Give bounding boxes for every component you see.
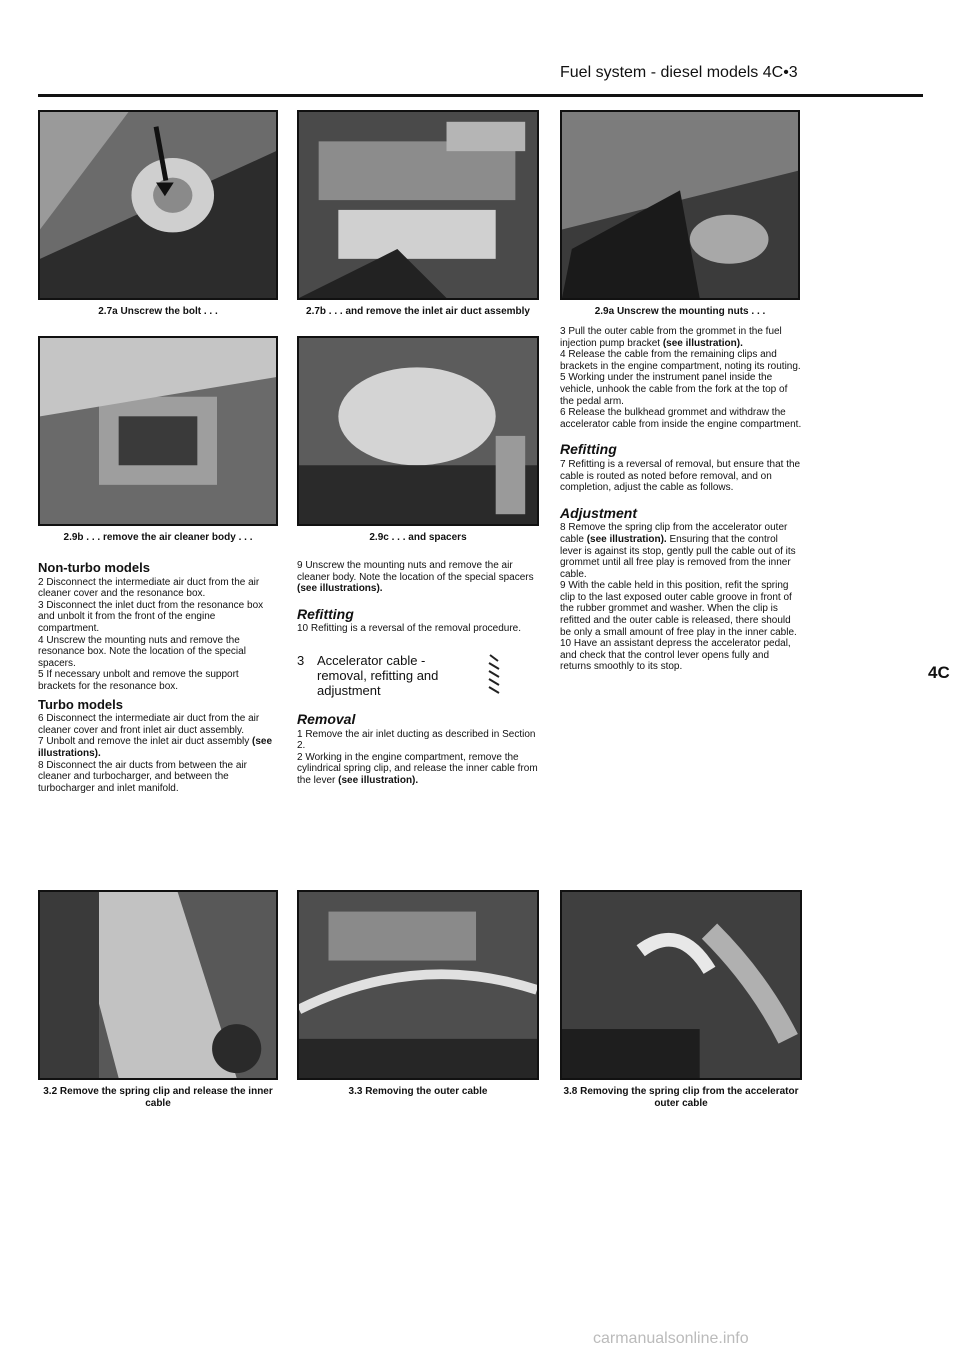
heading-removal: Removal: [297, 710, 356, 727]
para-c3-7: 7 Refitting is a reversal of removal, but ensure that the cable is routed as noted before removal, and on completion, adjust the cable as follows.: [560, 458, 801, 494]
watermark: carmanualsonline.info: [593, 1330, 749, 1347]
para-c3-6: 6 Release the bulkhead grommet and withdraw the accelerator cable from inside the engine compartment.: [560, 407, 802, 430]
caption-2-9b: 2.9b . . . remove the air cleaner body . . .: [63, 532, 253, 543]
caption-3-2: 3.2 Remove the spring clip and release the inner cable: [43, 1086, 273, 1109]
column-3: [560, 326, 802, 673]
caption-3-8: 3.8 Removing the spring clip from the accelerator outer cable: [563, 1086, 799, 1109]
removal-para-1: 1 Remove the air inlet ducting as described in Section 2.: [297, 728, 536, 752]
caption-2-7b: 2.7b . . . and remove the inlet air duct assembly: [306, 306, 530, 317]
heading-refitting-2: Refitting: [560, 441, 617, 458]
column-2: [297, 560, 539, 787]
caption-3-3: 3.3 Removing the outer cable: [348, 1086, 488, 1097]
para-2: 2 Disconnect the intermediate air duct from the air cleaner cover and the resonance box.: [38, 576, 260, 600]
header-rule: [38, 94, 923, 97]
para-c3-5: 5 Working under the instrument panel inside the vehicle, unhook the cable from the fork at the top of the pedal arm.: [560, 372, 788, 407]
para-c3-4: 4 Release the cable from the remaining clips and brackets in the engine compartment, noting its routing.: [560, 349, 801, 372]
para-6: 6 Disconnect the intermediate air duct from the air cleaner cover and front inlet air duct assembly.: [38, 713, 260, 736]
heading-refitting-1: Refitting: [297, 605, 354, 622]
spanner-rating-icon: [487, 653, 501, 700]
photo-2-7a: [38, 110, 278, 300]
photo-2-9a: [560, 110, 800, 300]
page-header: Fuel system - diesel models 4C•3: [560, 64, 798, 81]
photo-3-3: [297, 890, 539, 1080]
caption-2-7a: 2.7a Unscrew the bolt . . .: [98, 306, 218, 317]
photo-3-2: [38, 890, 278, 1080]
para-c3-10: 10 Have an assistant depress the accelerator pedal, and check that the control lever opens fully and returns smoothly to its stop.: [560, 638, 791, 673]
para-c3-8: 8 Remove the spring clip from the accelerator outer cable (see illustration). Ensuring that the control lever is against its stop, gently pull the cable out of its grommet until all free play is removed from the inner cable.: [560, 522, 796, 580]
photo-2-9b: [38, 336, 278, 526]
section-title: Accelerator cable - removal, refitting and adjustment: [317, 652, 439, 698]
para-3: 3 Disconnect the inlet duct from the resonance box and unbolt it from the front of the engine compartment.: [38, 599, 264, 634]
section-3-heading: [297, 653, 539, 700]
heading-adjustment: Adjustment: [560, 504, 637, 521]
para-c3-9: 9 With the cable held in this position, refit the spring clip to the last exposed outer cable groove in front of the rubber grommet and washer. When the clip is refitted and the outer cable is released, there should be only a small amount of free play in the inner cable.: [560, 580, 797, 638]
para-8: 8 Disconnect the air ducts from between the air cleaner and turbocharger, and between the turbocharger and inlet manifold.: [38, 759, 247, 794]
para-c3-3: 3 Pull the outer cable from the grommet in the fuel injection pump bracket (see illustration).: [560, 326, 782, 349]
photo-3-8: [560, 890, 802, 1080]
section-number: 3: [297, 652, 305, 668]
photo-2-9c: [297, 336, 539, 526]
para-9: 9 Unscrew the mounting nuts and remove the air cleaner body. Note the location of the special spacers (see illustrations).: [297, 560, 534, 595]
para-4: 4 Unscrew the mounting nuts and remove the resonance box. Note the location of the special spacers.: [38, 634, 246, 669]
para-5: 5 If necessary unbolt and remove the support brackets for the resonance box.: [38, 669, 239, 692]
heading-non-turbo: Non-turbo models: [38, 560, 150, 575]
caption-2-9c: 2.9c . . . and spacers: [369, 532, 467, 543]
caption-2-9a: 2.9a Unscrew the mounting nuts . . .: [594, 306, 766, 317]
para-10: 10 Refitting is a reversal of the removal procedure.: [297, 623, 521, 635]
para-7: 7 Unbolt and remove the inlet air duct assembly (see illustrations).: [38, 736, 273, 759]
column-1: [38, 556, 278, 794]
heading-turbo: Turbo models: [38, 696, 123, 712]
removal-para-2: 2 Working in the engine compartment, remove the cylindrical spring clip, and release the inner cable from the lever (see illustration).: [297, 751, 538, 786]
chapter-tab: 4C: [928, 663, 950, 682]
photo-2-7b: [297, 110, 539, 300]
